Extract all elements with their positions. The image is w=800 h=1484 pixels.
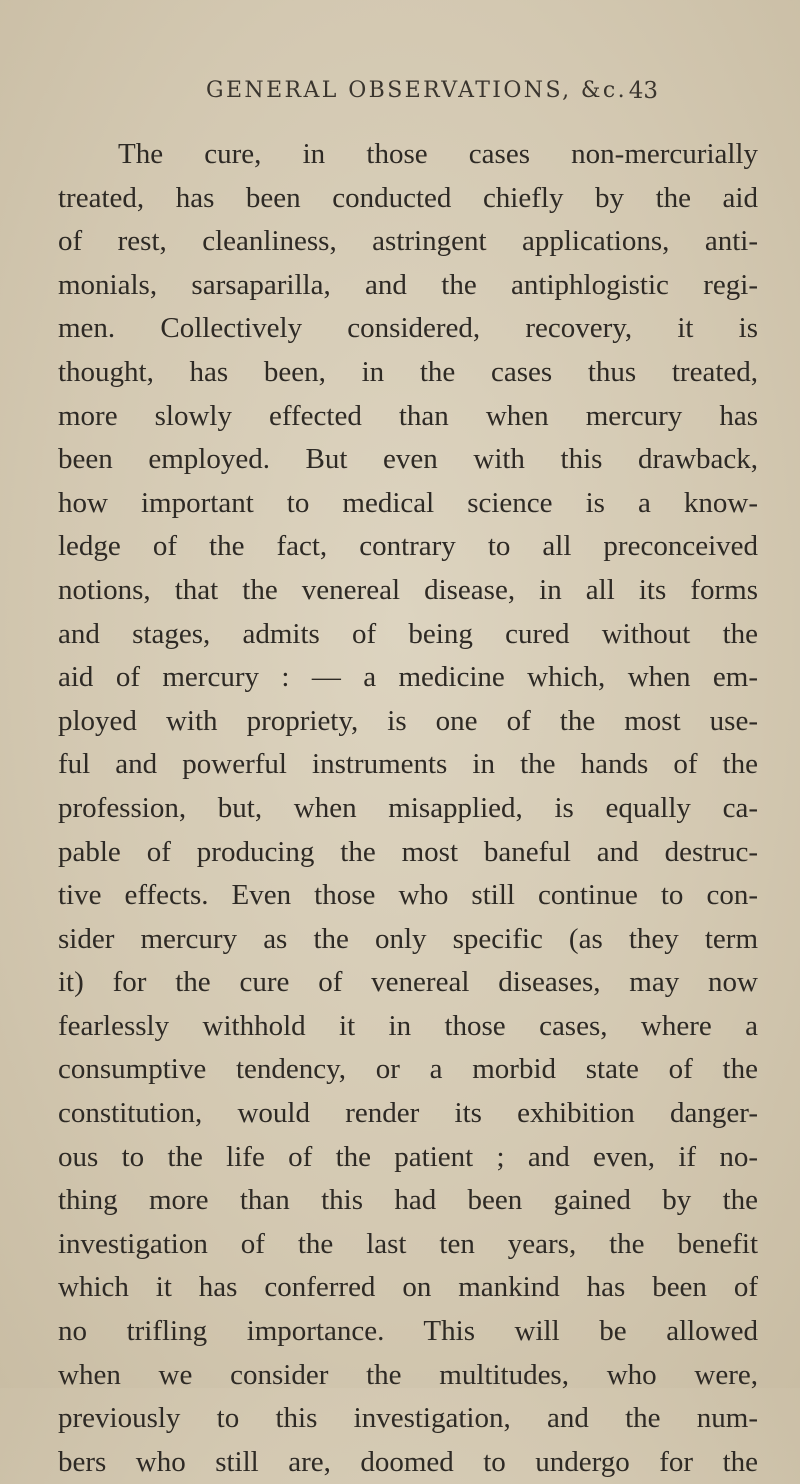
text-line: profession, but, when misapplied, is equally ca- (58, 791, 758, 824)
text-line: monials, sarsaparilla, and the antiphlogistic regi- (58, 268, 758, 301)
text-line: treated, has been conducted chiefly by the aid (58, 181, 758, 214)
text-line: previously to this investigation, and the num- (58, 1402, 758, 1435)
text-line: consumptive tendency, or a morbid state of the (58, 1053, 758, 1086)
text-line: more slowly effected than when mercury has (58, 399, 758, 432)
text-line: when we consider the multitudes, who were, (58, 1358, 758, 1391)
text-line: fearlessly withhold it in those cases, where a (58, 1009, 758, 1042)
text-line: The cure, in those cases non-mercurially (118, 138, 758, 170)
text-line: ledge of the fact, contrary to all preconceived (58, 530, 758, 563)
text-line: thing more than this had been gained by the (58, 1184, 758, 1217)
text-line: sider mercury as the only specific (as they term (58, 922, 758, 955)
text-line: investigation of the last ten years, the benefit (58, 1227, 758, 1260)
text-line: which it has conferred on mankind has been of (58, 1271, 758, 1304)
text-line: notions, that the venereal disease, in all its forms (58, 573, 758, 606)
running-head (206, 78, 658, 114)
text-line: bers who still are, doomed to undergo for the (58, 1445, 758, 1478)
text-line: no trifling importance. This will be allowed (58, 1315, 758, 1348)
text-line: thought, has been, in the cases thus treated, (58, 355, 758, 388)
text-line: ful and powerful instruments in the hands of the (58, 748, 758, 781)
text-line: men. Collectively considered, recovery, it is (58, 312, 758, 345)
text-line: been employed. But even with this drawback, (58, 443, 758, 476)
text-line: ous to the life of the patient ; and even, if no- (58, 1140, 758, 1173)
text-line: constitution, would render its exhibition danger- (58, 1097, 758, 1130)
text-line: it) for the cure of venereal diseases, may now (58, 966, 758, 999)
text-line: aid of mercury : — a medicine which, when em- (58, 661, 758, 694)
text-line: and stages, admits of being cured without the (58, 617, 758, 650)
page-number: 43 (628, 78, 658, 104)
text-line: pable of producing the most baneful and destruc- (58, 835, 758, 868)
text-line: of rest, cleanliness, astringent applications, anti- (58, 225, 758, 258)
text-line: ployed with propriety, is one of the most use- (58, 704, 758, 737)
text-line: tive effects. Even those who still continue to con- (58, 879, 758, 912)
text-line: how important to medical science is a know- (58, 486, 758, 519)
body-text (58, 133, 758, 1484)
running-title: GENERAL OBSERVATIONS, &c. (206, 78, 628, 103)
